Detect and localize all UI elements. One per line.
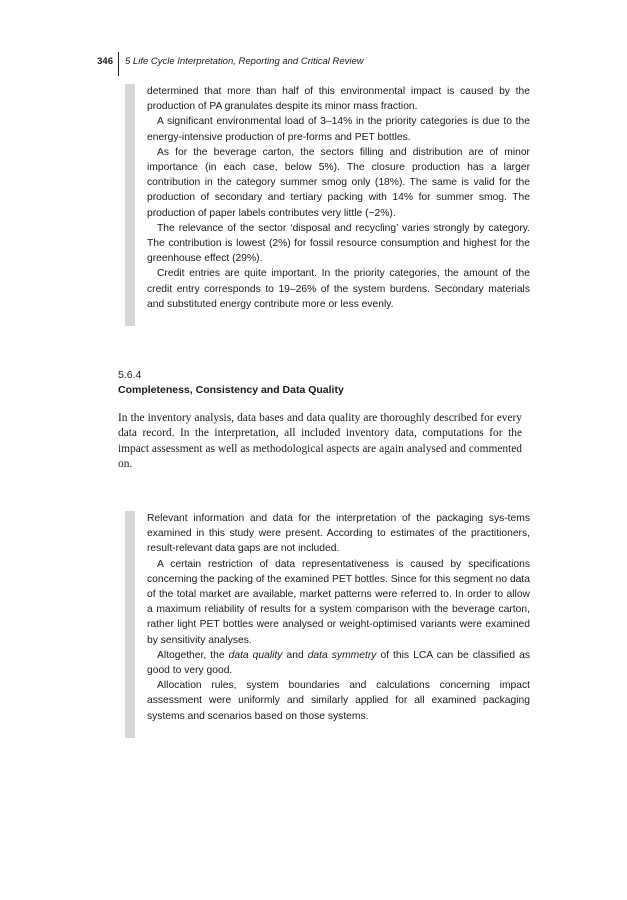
- text-run: and: [282, 649, 308, 661]
- box1-paragraph: As for the beverage carton, the sectors filling and distribution are of minor importance (in each case, below 5%). The closure production has a larger contribution in the category summer smog only (18%). The same is valid for the production of secondary and tertiary packing with 14% for summer smog. The production of paper labels contributes very little (~2%).: [147, 146, 530, 219]
- summary-box-1: [125, 84, 530, 326]
- box2-paragraph: A certain restriction of data representativeness is caused by specifications concerning the packing of the examined PET bottles. Since for this segment no data of the total market are available, market patterns were referred to. In order to allow a maximum reliability of results for a system comparison with the beverage carton, rather light PET bottles were analysed or weight-optimised variants were examined by sensitivity analyses.: [147, 558, 530, 646]
- box1-paragraph: A significant environmental load of 3–14% in the priority categories is due to the energy-intensive production of pre-forms and PET bottles.: [147, 116, 530, 143]
- running-title: 5 Life Cycle Interpretation, Reporting and Critical Review: [125, 56, 364, 67]
- text-run: Altogether, the: [157, 649, 229, 661]
- box1-paragraph: determined that more than half of this environmental impact is caused by the production of PA granulates despite its minor mass fraction.: [147, 86, 530, 113]
- box2-paragraph: Relevant information and data for the interpretation of the packaging sys-tems examined in this study were present. According to estimates of the practitioners, result-relevant data gaps are not included.: [147, 513, 530, 555]
- section-heading: [118, 368, 528, 398]
- summary-box-2: [125, 511, 530, 738]
- box2-paragraph: [147, 648, 530, 678]
- body-paragraph: In the inventory analysis, data bases and data quality are thoroughly described for every data record. In the interpretation, all included inventory data, computations for the impact assessment as well as methodological aspects are again analysed and commented on.: [118, 412, 522, 470]
- emphasis-data-symmetry: data symmetry: [307, 649, 377, 661]
- box2-paragraph: Allocation rules, system boundaries and calculations concerning impact assessment were uniformly and similarly applied for all examined packaging systems and scenarios based on those systems.: [147, 680, 530, 722]
- box1-paragraph: The relevance of the sector ‘disposal and recycling’ varies strongly by category. The contribution is lowest (2%) for fossil resource consumption and highest for the greenhouse effect (29%).: [147, 222, 530, 265]
- text-run: of this LCA can be classified as good to very good.: [147, 649, 530, 677]
- header-divider: [118, 52, 119, 76]
- running-header: [0, 52, 627, 76]
- emphasis-data-quality: data quality: [228, 649, 283, 661]
- box1-paragraph: Credit entries are quite important. In the priority categories, the amount of the credit entry corresponds to 19–26% of the system burdens. Secondary materials and substituted energy contribute more or less evenly.: [147, 268, 530, 310]
- page-number: 346: [97, 56, 113, 67]
- section-number: 5.6.4: [118, 369, 142, 381]
- section-title: Completeness, Consistency and Data Quality: [118, 384, 344, 396]
